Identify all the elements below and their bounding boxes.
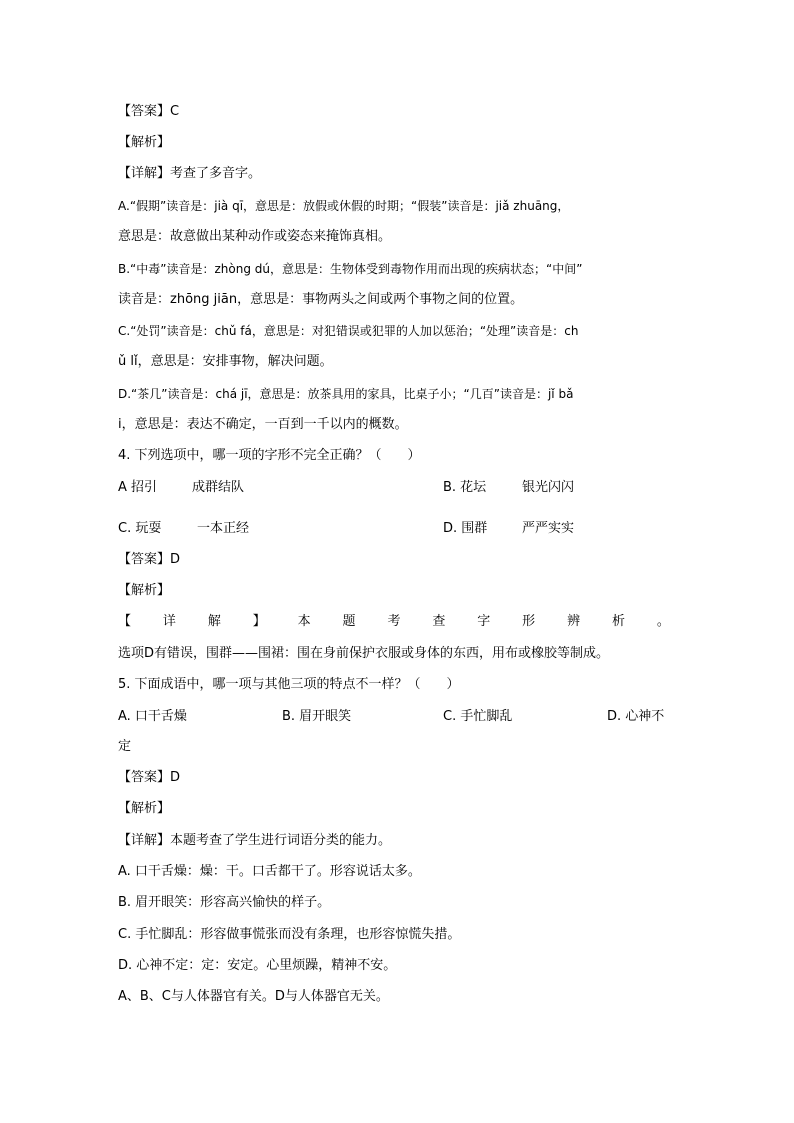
detail-q5: 【详解】本题考查了学生进行词语分类的能力。 (118, 833, 392, 848)
detail-char: 析 (611, 614, 625, 629)
q5-explain-d: D. 心神不定：定：安定。心里烦躁，精神不安。 (118, 958, 397, 973)
q5-option-d-continued: 定 (118, 739, 132, 754)
detail-char: 考 (387, 614, 401, 629)
question-5: 5. 下面成语中，哪一项与其他三项的特点不一样？（ ） (118, 677, 460, 692)
q3-option-d-line2: i，意思是：表达不确定，一百到一千以内的概数。 (118, 417, 408, 432)
question-4: 4. 下列选项中，哪一项的字形不完全正确？（ ） (118, 448, 421, 463)
answer-label-q3: 【答案】C (118, 104, 180, 119)
q5-option-a: A. 口干舌燥 (118, 709, 187, 724)
detail-q4-spread (118, 613, 670, 631)
q4-option-c-label: C. 玩耍 (118, 521, 162, 536)
q4-option-b-label: B. 花坛 (443, 480, 487, 495)
q3-option-a-line1: A.“假期”读音是：jià qī，意思是：放假或休假的时期；“假装”读音是：jiǎ zhuāng， (118, 199, 570, 213)
q4-option-a-text: 成群结队 (192, 480, 245, 495)
q3-option-c-line2: ǔ lǐ，意思是：安排事物，解决问题。 (118, 354, 333, 369)
detail-char: 详 (162, 614, 176, 629)
detail-q4-line2: 选项D有错误，围群——围裙：围在身前保护衣服或身体的东西，用布或橡胶等制成。 (118, 646, 610, 661)
detail-char: 【 (118, 614, 132, 629)
detail-char: 形 (522, 614, 536, 629)
q3-option-d-line1: D.“茶几”读音是：chá jī，意思是：放茶具用的家具，比桌子小；“几百”读音是：jǐ bǎ (118, 387, 574, 401)
analysis-label-q5: 【解析】 (118, 801, 171, 816)
q5-option-b: B. 眉开眼笑 (282, 709, 352, 724)
analysis-label-q4: 【解析】 (118, 583, 171, 598)
q4-option-d-text: 严严实实 (522, 521, 575, 536)
q3-option-b-line1: B.“中毒”读音是：zhòng dú，意思是：生物体受到毒物作用而出现的疾病状态；“中间” (118, 262, 583, 276)
q4-option-c-text: 一本正经 (197, 521, 250, 536)
q5-option-c: C. 手忙脚乱 (443, 709, 513, 724)
q4-option-d-label: D. 围群 (443, 521, 488, 536)
detail-char: 】 (252, 614, 266, 629)
detail-char: 字 (477, 614, 491, 629)
answer-label-q5: 【答案】D (118, 770, 181, 785)
detail-char: 本 (297, 614, 311, 629)
q4-option-a-label: A 招引 (118, 480, 158, 495)
q4-option-b-text: 银光闪闪 (522, 480, 575, 495)
q3-option-a-line2: 意思是：故意做出某种动作或姿态来掩饰真相。 (118, 229, 392, 244)
q5-option-d: D. 心神不 (607, 709, 665, 724)
detail-char: 解 (207, 614, 221, 629)
q5-explain-a: A. 口干舌燥：燥：干。口舌都干了。形容说话太多。 (118, 864, 421, 879)
q5-explain-c: C. 手忙脚乱：形容做事慌张而没有条理，也形容惊慌失措。 (118, 927, 461, 942)
q3-option-c-line1: C.“处罚”读音是：chǔ fá，意思是：对犯错误或犯罪的人加以惩治；“处理”读音是：ch (118, 324, 579, 338)
q3-option-b-line2: 读音是：zhōng jiān，意思是：事物两头之间或两个事物之间的位置。 (118, 292, 524, 307)
answer-label-q4: 【答案】D (118, 552, 181, 567)
q5-summary: A、B、C与人体器官有关。D与人体器官无关。 (118, 989, 389, 1004)
detail-char: 查 (432, 614, 446, 629)
analysis-label-q3: 【解析】 (118, 135, 171, 150)
q5-explain-b: B. 眉开眼笑：形容高兴愉快的样子。 (118, 895, 331, 910)
detail-char: 。 (656, 614, 670, 629)
detail-char: 题 (342, 614, 356, 629)
detail-q3: 【详解】考查了多音字。 (118, 166, 262, 181)
detail-char: 辨 (567, 614, 581, 629)
